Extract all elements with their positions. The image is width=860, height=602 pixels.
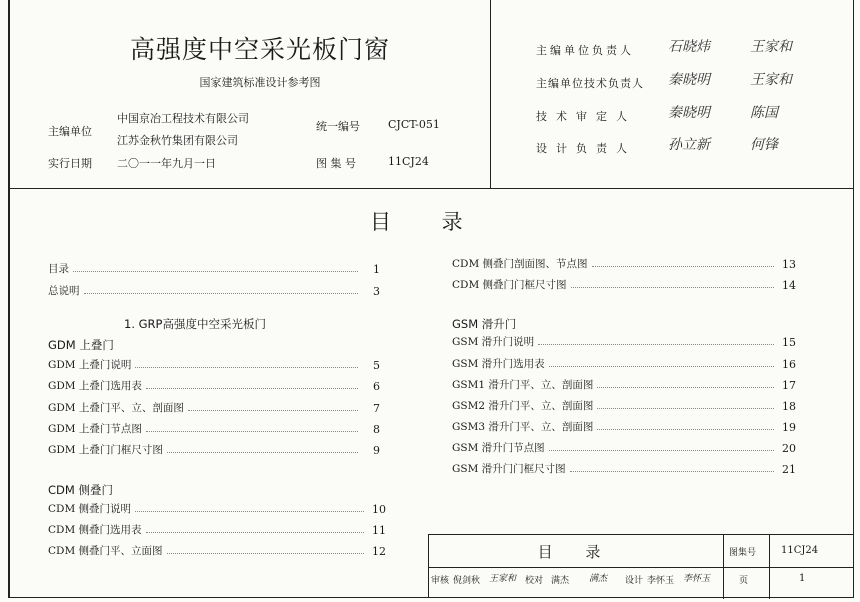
toc-row[interactable] xyxy=(48,420,380,436)
toc-row[interactable] xyxy=(48,377,380,393)
leader-dots xyxy=(538,343,774,345)
org-2: 江苏金秋竹集团有限公司 xyxy=(117,134,238,147)
leader-dots xyxy=(73,270,358,272)
toc-row-label: CDM 侧叠门说明 xyxy=(48,503,132,515)
toc-row-label: GDM 上叠门平、立、剖面图 xyxy=(48,402,184,414)
toc-row[interactable] xyxy=(452,460,796,476)
org-label: 主编单位 xyxy=(48,125,92,138)
leader-dots xyxy=(571,286,774,288)
toc-row-label: CDM 侧叠门剖面图、节点图 xyxy=(452,258,588,270)
toc-row[interactable] xyxy=(48,441,380,457)
toc-row[interactable] xyxy=(48,500,386,516)
leader-dots xyxy=(146,531,364,533)
toc-row[interactable] xyxy=(452,255,796,271)
toc-row[interactable] xyxy=(452,276,796,292)
toc-row[interactable] xyxy=(452,397,796,413)
toc-row-label: GSM 滑升门节点图 xyxy=(452,442,545,454)
code-value: CJCT-051 xyxy=(388,118,440,131)
leader-dots xyxy=(597,428,774,430)
title-block-divider xyxy=(429,567,854,568)
signature-2b: 王家和 xyxy=(750,72,792,88)
signature-4a: 孙立新 xyxy=(668,137,710,153)
toc-row-label: GDM 上叠门选用表 xyxy=(48,380,142,392)
toc-row-label: CDM 侧叠门门框尺寸图 xyxy=(452,279,567,291)
check-label: 校对 xyxy=(525,576,544,586)
toc-row-label: GSM 滑升门说明 xyxy=(452,336,535,348)
toc-row-label: GSM1 滑升门平、立、剖面图 xyxy=(452,379,594,391)
toc-row[interactable] xyxy=(452,333,796,349)
section-title: 1. GRP高强度中空采光板门 xyxy=(124,317,266,331)
signoff-role-3: 技术审定人 xyxy=(536,110,636,123)
design-label: 设计 xyxy=(625,576,644,586)
toc-row[interactable] xyxy=(452,355,796,371)
toc-row-page: 6 xyxy=(373,380,380,393)
page-label: 页 xyxy=(739,576,749,586)
page-value: 1 xyxy=(799,573,806,584)
leader-dots xyxy=(549,365,774,367)
page-title: 高强度中空采光板门窗 xyxy=(129,35,390,64)
leader-dots xyxy=(135,510,364,512)
subtitle: 国家建筑标准设计参考图 xyxy=(199,76,321,89)
reviewer-name: 倪剑秋 xyxy=(453,576,481,586)
checker-name: 满杰 xyxy=(551,576,570,586)
date-value: 二〇一一年九月一日 xyxy=(117,157,216,170)
toc-row-page: 19 xyxy=(782,421,796,434)
design-signature: 李怀玉 xyxy=(683,574,711,584)
atlas-label: 图 集 号 xyxy=(316,157,356,170)
toc-row-page: 13 xyxy=(782,258,796,271)
signature-1b: 王家和 xyxy=(750,39,792,55)
leader-dots xyxy=(549,449,774,451)
org-1: 中国京冶工程技术有限公司 xyxy=(117,112,249,125)
atlas-value: 11CJ24 xyxy=(388,155,429,168)
toc-row-label: GSM3 滑升门平、立、剖面图 xyxy=(452,421,594,433)
title-block-name: 目 录 xyxy=(537,543,615,561)
toc-row-label: 目录 xyxy=(48,263,69,275)
toc-row-label: GSM2 滑升门平、立、剖面图 xyxy=(452,400,594,412)
toc-row[interactable] xyxy=(48,542,386,558)
toc-row[interactable] xyxy=(452,439,796,455)
signature-2a: 秦晓明 xyxy=(668,72,710,88)
leader-dots xyxy=(592,265,774,267)
toc-row-page: 18 xyxy=(782,400,796,413)
leader-dots xyxy=(570,470,774,472)
title-block-split-2 xyxy=(769,535,770,599)
toc-row-label: GDM 上叠门说明 xyxy=(48,359,132,371)
leader-dots xyxy=(597,407,774,409)
signoff-role-1: 主编单位负责人 xyxy=(536,44,634,57)
header-split xyxy=(490,0,491,188)
toc-heading: 目 录 xyxy=(370,210,485,234)
leader-dots xyxy=(146,430,358,432)
signature-1a: 石晓炜 xyxy=(668,39,710,55)
toc-row-page: 16 xyxy=(782,358,796,371)
toc-row-page: 21 xyxy=(782,463,796,476)
toc-row-label: GSM 滑升门门框尺寸图 xyxy=(452,463,566,475)
title-block xyxy=(428,534,854,598)
designer-name: 李怀玉 xyxy=(647,576,675,586)
signature-3b: 陈国 xyxy=(750,105,778,121)
toc-row-page: 12 xyxy=(372,545,386,558)
cdm-title: CDM 侧叠门 xyxy=(48,483,113,497)
toc-row-page: 15 xyxy=(782,336,796,349)
toc-row-label: GDM 上叠门门框尺寸图 xyxy=(48,444,163,456)
signature-4b: 何锋 xyxy=(750,137,778,153)
gdm-title: GDM 上叠门 xyxy=(48,338,114,352)
title-block-split-1 xyxy=(723,535,724,599)
check-signature: 满杰 xyxy=(589,574,608,584)
leader-dots xyxy=(84,292,359,294)
leader-dots xyxy=(167,552,364,554)
toc-row-page: 20 xyxy=(782,442,796,455)
review-label: 审核 xyxy=(431,576,450,586)
toc-row-page: 1 xyxy=(373,263,380,276)
leader-dots xyxy=(135,366,358,368)
gsm-title: GSM 滑升门 xyxy=(452,317,517,331)
toc-row-page: 5 xyxy=(373,359,380,372)
toc-row[interactable] xyxy=(452,376,796,392)
signoff-role-4: 设计负责人 xyxy=(536,142,636,155)
review-signature: 王家和 xyxy=(489,574,517,584)
toc-row-page: 17 xyxy=(782,379,796,392)
toc-row[interactable] xyxy=(48,260,380,276)
leader-dots xyxy=(597,386,774,388)
date-label: 实行日期 xyxy=(48,157,92,170)
toc-row-page: 7 xyxy=(373,402,380,415)
toc-row-page: 9 xyxy=(373,444,380,457)
leader-dots xyxy=(167,451,358,453)
signoff-role-2: 主编单位技术负责人 xyxy=(536,77,644,90)
leader-dots xyxy=(188,409,358,411)
leader-dots xyxy=(146,387,358,389)
toc-row-page: 11 xyxy=(372,524,386,537)
toc-row-label: GSM 滑升门选用表 xyxy=(452,358,545,370)
toc-row-label: 总说明 xyxy=(48,285,80,297)
toc-row-page: 14 xyxy=(782,279,796,292)
toc-row-page: 10 xyxy=(372,503,386,516)
title-block-atlas-value: 11CJ24 xyxy=(781,545,819,556)
toc-row[interactable] xyxy=(48,521,386,537)
code-label: 统一编号 xyxy=(316,120,360,133)
toc-row-page: 3 xyxy=(373,285,380,298)
toc-row[interactable] xyxy=(48,356,380,372)
toc-row-label: GDM 上叠门节点图 xyxy=(48,423,142,435)
header-divider xyxy=(8,188,854,189)
toc-row[interactable] xyxy=(48,282,380,298)
toc-row-label: CDM 侧叠门选用表 xyxy=(48,524,142,536)
toc-row-page: 8 xyxy=(373,423,380,436)
toc-row-label: CDM 侧叠门平、立面图 xyxy=(48,545,163,557)
signature-3a: 秦晓明 xyxy=(668,105,710,121)
toc-row[interactable] xyxy=(452,418,796,434)
title-block-atlas-label: 图集号 xyxy=(729,548,757,558)
toc-row[interactable] xyxy=(48,399,380,415)
